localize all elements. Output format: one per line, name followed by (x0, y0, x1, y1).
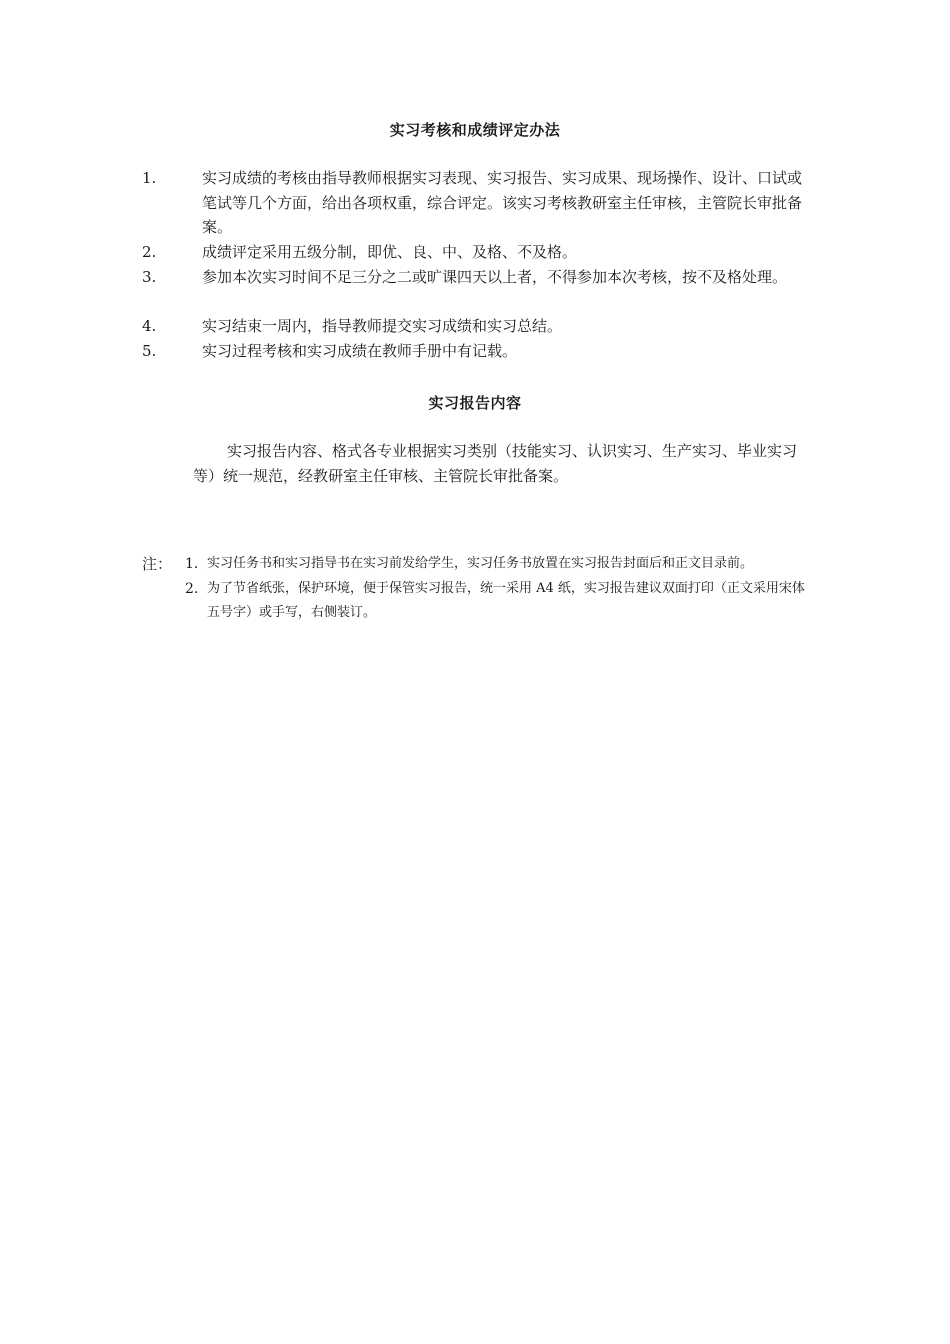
report-paragraph: 实习报告内容、格式各专业根据实习类别（技能实习、认识实习、生产实习、毕业实习等）统一规范，经教研室主任审核、主管院长审批备案。 (193, 442, 798, 485)
item-number: 2. (142, 243, 157, 261)
report-heading: 实习报告内容 (428, 394, 522, 412)
item-text: 实习过程考核和实习成绩在教师手册中有记载。 (202, 342, 518, 360)
assessment-heading: 实习考核和成绩评定办法 (389, 121, 561, 139)
note-number: 2. (185, 581, 199, 597)
note-number: 1. (185, 556, 199, 572)
item-text: 成绩评定采用五级分制，即优、良、中、及格、不及格。 (202, 243, 578, 261)
note-text: 实习任务书和实习指导书在实习前发给学生，实习任务书放置在实习报告封面后和正文目录前。 (207, 556, 754, 571)
note-text: 为了节省纸张，保护环境，便于保管实习报告，统一采用 A4 纸，实习报告建议双面打印（正文采用宋体五号字）或手写，右侧装订。 (207, 581, 805, 620)
item-number: 4. (142, 317, 157, 335)
item-number: 1. (142, 169, 157, 187)
item-number: 5. (142, 342, 157, 360)
item-number: 3. (142, 268, 157, 286)
item-text: 实习成绩的考核由指导教师根据实习表现、实习报告、实习成果、现场操作、设计、口试或笔试等几个方面，给出各项权重，综合评定。该实习考核教研室主任审核，主管院长审批备案。 (202, 169, 803, 236)
notes-label: 注： (142, 555, 173, 573)
item-text: 实习结束一周内，指导教师提交实习成绩和实习总结。 (202, 317, 563, 335)
item-text: 参加本次实习时间不足三分之二或旷课四天以上者，不得参加本次考核，按不及格处理。 (202, 268, 788, 286)
